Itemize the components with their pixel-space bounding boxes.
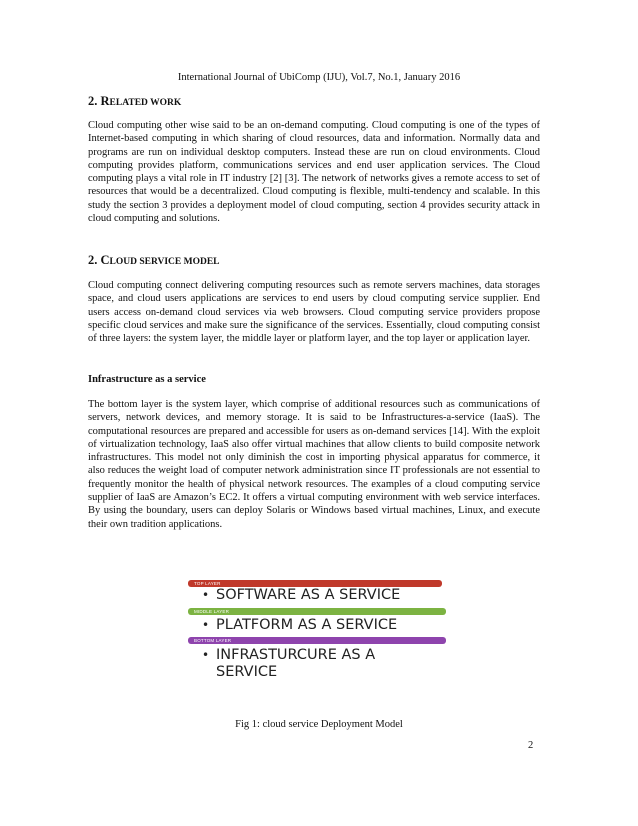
journal-header: International Journal of UbiComp (IJU), Vol.7, No.1, January 2016	[177, 72, 461, 83]
layer-item-iaas	[202, 647, 412, 681]
bullet-icon: •	[202, 618, 210, 632]
layer-bar-top	[188, 580, 442, 587]
subsection-iaas-body	[88, 398, 540, 531]
page-number: 2	[528, 740, 534, 751]
section-related-work	[88, 94, 540, 111]
subsection-iaas	[88, 373, 540, 386]
layer-text: SOFTWARE AS A SERVICE	[216, 587, 401, 603]
layer-bar-middle	[188, 608, 446, 615]
bullet-icon: •	[202, 588, 210, 602]
layer-item-paas	[202, 617, 397, 634]
layer-bar-label: TOP LAYER	[194, 581, 221, 586]
bullet-icon: •	[202, 648, 210, 662]
body-paragraph: Cloud computing other wise said to be an on-demand computing. Cloud computing is one of the types of Internet-based computing in which sharing of cloud resources, data and information. Normally data and programs are run on individual desktop computers. Instead these are run on cloud environments. Cloud computing provides platform, communications services and end user application services. The Cloud computing plays a vital role in IT industry [2] [3]. The network of networks gives a remote access to set of resources that would be a decentralized. Cloud computing is flexible, multi-tendency and scalable. In this study the section 3 provides a deployment model of cloud computing, section 4 provides security attack in cloud computing and solutions.	[88, 120, 540, 225]
layer-bar-label: BOTTOM LAYER	[194, 638, 232, 643]
body-paragraph: The bottom layer is the system layer, which comprise of additional resources such as communications of servers, network devices, and memory storage. It is said to be Infrastructures-a-service (IaaS). The computational resources are prepared and accessible for users as on-demand services [14]. With the exploit of virtualization technology, IaaS also offer virtual machines that allow clients to build composite network infrastructures. This model not only diminish the cost in importing physical apparatus for commerce, it also reduces the weight load of computer network administration since IT professionals are not essential to frequently monitor the health of physical network resources. The examples of a cloud computing service supplier of IaaS are Amazon’s EC2. It offers a virtual computing environment with web service interfaces. By using the boundary, users can deploy Solaris or Windows based virtual machines, Linux, and execute their own tradition applications.	[88, 399, 540, 530]
cloud-layers-figure	[188, 576, 448, 686]
layer-text: PLATFORM AS A SERVICE	[216, 617, 398, 633]
subsection-heading: Infrastructure as a service	[88, 374, 206, 385]
layer-text: INFRASTURCURE AS A SERVICE	[216, 647, 376, 680]
layer-item-saas	[202, 587, 400, 604]
section-heading: 2. CLOUD SERVICE MODEL	[88, 253, 220, 267]
section-cloud-service-model-body	[88, 279, 540, 345]
body-paragraph: Cloud computing connect delivering computing resources such as remote servers machines, data storages space, and cloud users applications are services to end users by cloud computing service supplier. End users access on-demand cloud services via web browsers. Cloud computing service providers propose specific cloud services and make sure the significance of the services. Essentially, cloud computing consist of three layers: the system layer, the middle layer or platform layer, and the top layer or application layer.	[88, 280, 540, 345]
section-related-work-body	[88, 119, 540, 225]
section-cloud-service-model	[88, 253, 540, 270]
layer-bar-label: MIDDLE LAYER	[194, 609, 230, 614]
figure-caption: Fig 1: cloud service Deployment Model	[235, 719, 403, 730]
layer-bar-bottom	[188, 637, 446, 644]
section-heading: 2. RELATED WORK	[88, 94, 182, 108]
